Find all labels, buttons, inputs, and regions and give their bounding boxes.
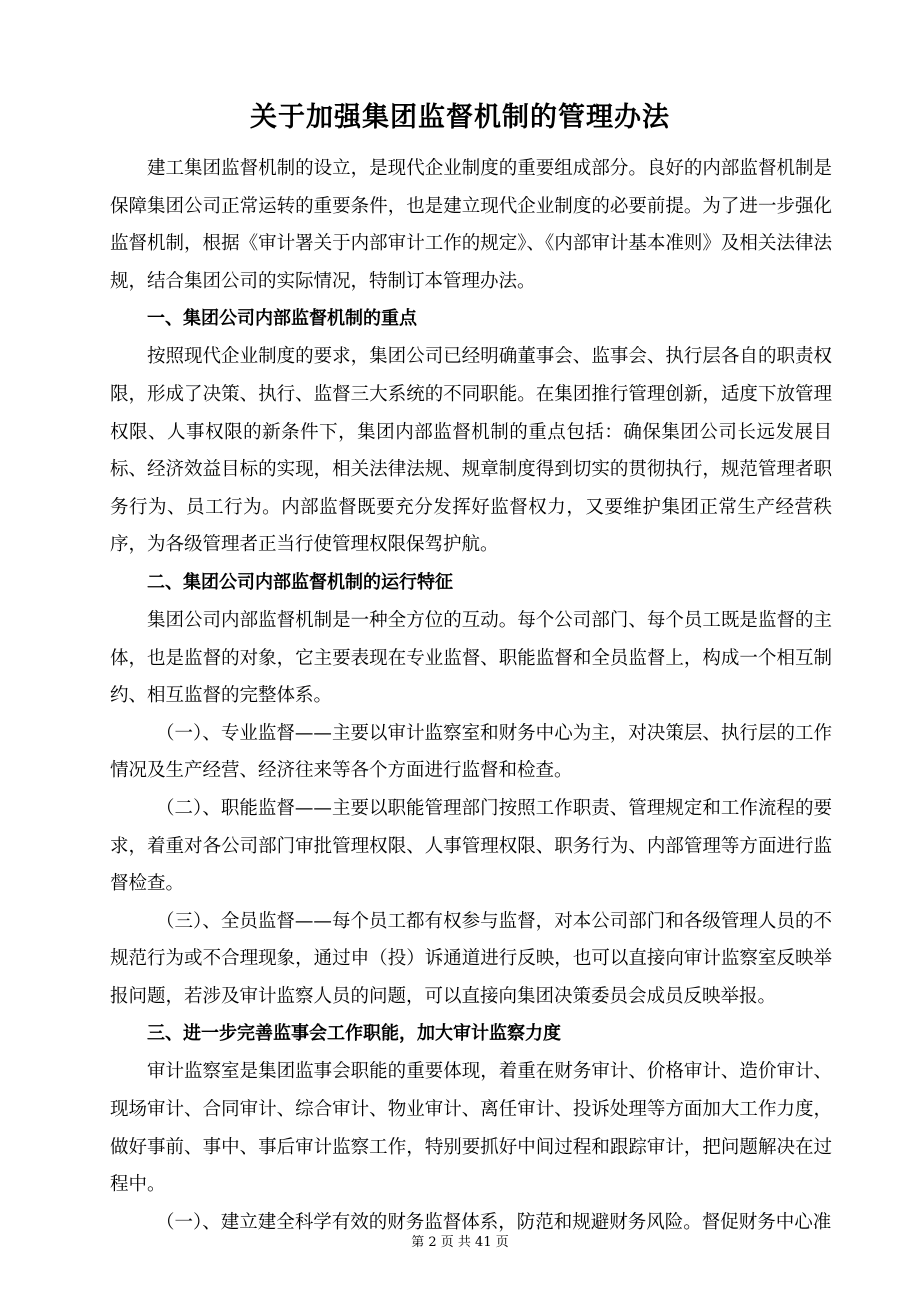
section-2-item-3: （三）、全员监督——每个员工都有权参与监督，对本公司部门和各级管理人员的不规范行为或不合理现象，通过申（投）诉通道进行反映，也可以直接向审计监察室反映举报问题，若涉及审计监察人员的问题，可以直接向集团决策委员会成员反映举报。: [110, 910, 832, 1007]
section-3-paragraph: 审计监察室是集团监事会职能的重要体现，着重在财务审计、价格审计、造价审计、现场审计、合同审计、综合审计、物业审计、离任审计、投诉处理等方面加大工作力度，做好事前、事中、事后审计监察工作，特别要抓好中间过程和跟踪审计，把问题解决在过程中。: [110, 1061, 832, 1196]
document-title: 关于加强集团监督机制的管理办法: [250, 102, 670, 133]
section-3-heading: 三、进一步完善监事会工作职能，加大审计监察力度: [147, 1023, 561, 1045]
section-2-item-2: （二）、职能监督——主要以职能管理部门按照工作职责、管理规定和工作流程的要求，着重对各公司部门审批管理权限、人事管理权限、职务行为、内部管理等方面进行监督检查。: [110, 797, 832, 895]
section-1-paragraph: 按照现代企业制度的要求，集团公司已经明确董事会、监事会、执行层各自的职责权限，形成了决策、执行、监督三大系统的不同职能。在集团推行管理创新，适度下放管理权限、人事权限的新条件下，集团内部监督机制的重点包括：确保集团公司长远发展目标、经济效益目标的实现，相关法律法规、规章制度得到切实的贯彻执行，规范管理者职务行为、员工行为。内部监督既要充分发挥好监督权力，又要维护集团正常生产经营秩序，为各级管理者正当行使管理权限保驾护航。: [110, 346, 832, 556]
section-2-heading: 二、集团公司内部监督机制的运行特征: [147, 571, 453, 593]
intro-paragraph: 建工集团监督机制的设立，是现代企业制度的重要组成部分。良好的内部监督机制是保障集团公司正常运转的重要条件，也是建立现代企业制度的必要前提。为了进一步强化监督机制，根据《审计署关于内部审计工作的规定》、《内部审计基本准则》及相关法律法规，结合集团公司的实际情况，特制订本管理办法。: [110, 158, 832, 292]
section-3-item-1: （一）、建立建全科学有效的财务监督体系，防范和规避财务风险。督促财务中心准: [156, 1211, 832, 1233]
section-2-item-1: （一）、专业监督——主要以审计监察室和财务中心为主，对决策层、执行层的工作情况及生产经营、经济往来等各个方面进行监督和检查。: [110, 722, 832, 782]
section-1-heading: 一、集团公司内部监督机制的重点: [147, 308, 417, 330]
page-number-footer: 第 2 页 共 41 页: [411, 1235, 509, 1250]
document-body: [110, 150, 832, 1241]
section-2-paragraph: 集团公司内部监督机制是一种全方位的互动。每个公司部门、每个员工既是监督的主体，也是监督的对象，它主要表现在专业监督、职能监督和全员监督上，构成一个相互制约、相互监督的完整体系。: [110, 609, 832, 707]
